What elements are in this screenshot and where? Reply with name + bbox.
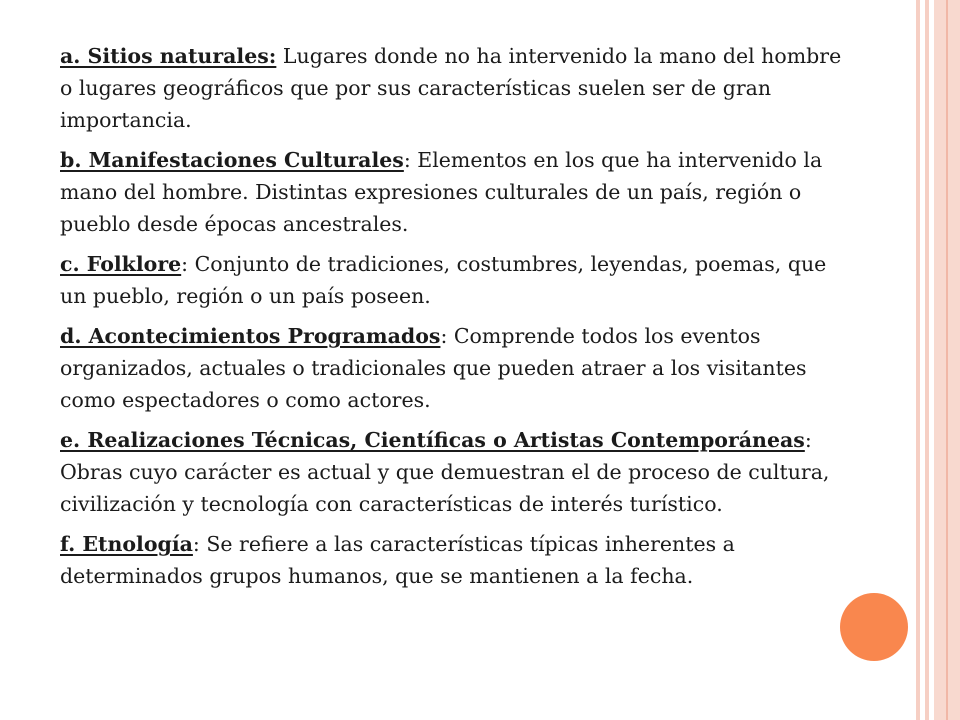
orange-circle-decoration bbox=[840, 593, 908, 661]
stripe bbox=[916, 0, 920, 720]
item-description: Obras cuyo carácter es actual y que demuestran el de proceso de cultura, civilización y tecnología con características de interés turístico. bbox=[60, 460, 830, 516]
item-description: Lugares donde no ha intervenido la mano del hombre o lugares geográficos que por sus características suelen ser de gran importancia. bbox=[60, 44, 842, 132]
item-term: a. Sitios naturales: bbox=[60, 44, 277, 68]
stripe bbox=[946, 0, 948, 720]
item-term: d. Acontecimientos Programados bbox=[60, 324, 441, 348]
right-stripe-border bbox=[916, 0, 960, 720]
item-etnologia bbox=[60, 528, 850, 592]
item-description: Conjunto de tradiciones, costumbres, leyendas, poemas, que un pueblo, región o un país poseen. bbox=[60, 252, 827, 308]
item-separator: : bbox=[440, 324, 454, 348]
item-acontecimientos-programados bbox=[60, 320, 850, 416]
item-realizaciones-tecnicas bbox=[60, 424, 850, 520]
item-folklore bbox=[60, 248, 850, 312]
item-sitios-naturales bbox=[60, 40, 850, 136]
slide-content bbox=[60, 40, 850, 600]
item-separator: : bbox=[181, 252, 195, 276]
item-manifestaciones-culturales bbox=[60, 144, 850, 240]
item-separator: : bbox=[192, 532, 207, 556]
item-separator: : bbox=[804, 428, 812, 452]
item-description: Elementos en los que ha intervenido la mano del hombre. Distintas expresiones culturales de un país, región o pueblo desde épocas ancestrales. bbox=[60, 148, 823, 236]
item-term: c. Folklore bbox=[60, 252, 182, 276]
item-term: e. Realizaciones Técnicas, Científicas o Artistas Contemporáneas bbox=[60, 428, 805, 452]
item-description: Comprende todos los eventos organizados, actuales o tradicionales que pueden atraer a los visitantes como espectadores o como actores. bbox=[60, 324, 807, 412]
item-term: b. Manifestaciones Culturales bbox=[60, 148, 404, 172]
item-separator: : bbox=[403, 148, 418, 172]
item-description: Se refiere a las características típicas inherentes a determinados grupos humanos, que se mantienen a la fecha. bbox=[60, 532, 735, 588]
stripe bbox=[925, 0, 929, 720]
item-term: f. Etnología bbox=[60, 532, 193, 556]
